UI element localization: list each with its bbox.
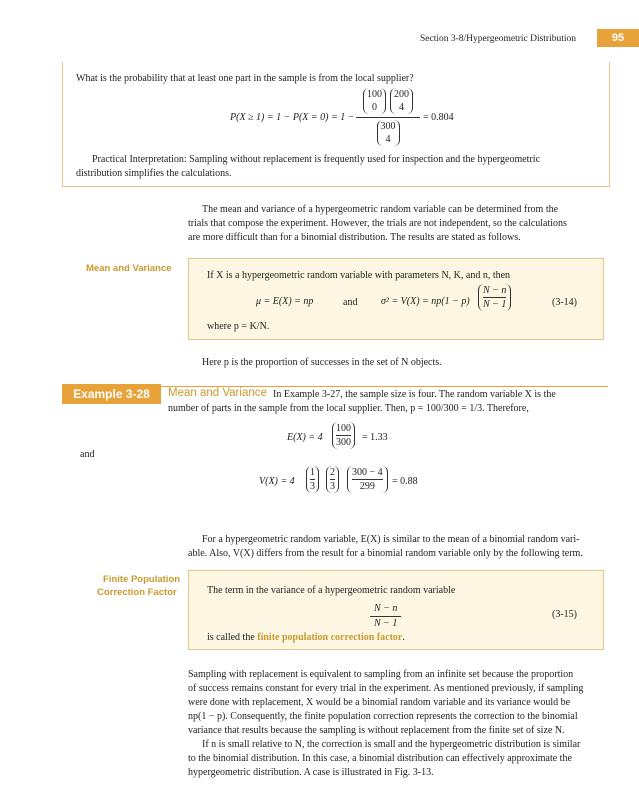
page-number: 95: [597, 29, 639, 47]
variance-lhs: V(X) = 4: [259, 476, 295, 487]
prob-result: = 0.804: [423, 112, 454, 123]
variance-result: = 0.88: [392, 476, 418, 487]
where-clause: where p = K/N.: [207, 321, 270, 332]
variance-equation: σ² = V(X) = np(1 − p): [381, 296, 470, 307]
para3-line-2: of success remains constant for every trial in the experiment. As mentioned previously, if sampling: [188, 683, 584, 694]
running-header: Section 3-8/Hypergeometric Distribution: [420, 34, 577, 44]
interpretation-line-1: Practical Interpretation: Sampling without replacement is frequently used for inspection and the hypergeometric: [92, 154, 541, 165]
equation-number-3-15: (3-15): [552, 609, 577, 620]
example-line-1: In Example 3-27, the sample size is four. The random variable X is the: [273, 389, 556, 400]
expectation-lhs: E(X) = 4: [287, 432, 323, 443]
mean-equation: μ = E(X) = np: [256, 296, 314, 307]
interpretation-line-2: distribution simplifies the calculations.: [76, 168, 232, 179]
fpc-fraction: N − n N − 1: [370, 602, 401, 631]
para2-line-2: able. Also, V(X) differs from the result for a binomial random variable only by the following term.: [188, 548, 583, 559]
fpc-term: finite population correction factor: [257, 632, 403, 643]
and-word: and: [343, 297, 358, 308]
para3-line-5: variance that results because the sampling is without replacement from the finite set of size N.: [188, 725, 565, 736]
para3-line-1: Sampling with replacement is equivalent to sampling from an infinite set because the proportion: [188, 669, 574, 680]
para2-line-1: For a hypergeometric random variable, E(X) is similar to the mean of a binomial random vari-: [202, 534, 580, 545]
proportion-note: Here p is the proportion of successes in the set of N objects.: [202, 357, 442, 368]
example-label: Example 3-28: [62, 384, 161, 404]
and-connector: and: [80, 449, 95, 460]
equation-number-3-14: (3-14): [552, 297, 577, 308]
para3-line-4: np(1 − p). Consequently, the finite population correction represents the correction to the binomial: [188, 711, 578, 722]
fpc-statement: The term in the variance of a hypergeometric random variable: [207, 585, 456, 596]
para3-line-7: to the binomial distribution. In this case, a binomial distribution can effectively approximate the: [188, 753, 572, 764]
intro-line-3: are more difficult than for a binomial distribution. The results are stated as follows.: [188, 232, 521, 243]
margin-label-mean-variance: Mean and Variance: [86, 263, 172, 274]
variance-factor-1: $\frac{1}{3}$: [306, 466, 319, 494]
para3-line-6: If n is small relative to N, the correction is small and the hypergeometric distribution is similar: [202, 739, 581, 750]
binom-a: 100 0: [363, 88, 386, 114]
intro-line-1: The mean and variance of a hypergeometric random variable can be determined from the: [202, 204, 559, 215]
variance-factor-3: $\frac{300 - 4}{299}$: [347, 466, 388, 494]
para3-line-3: were done with replacement, X would be a binomial random variable and its variance would be: [188, 697, 571, 708]
para3-line-8: hypergeometric distribution. A case is illustrated in Fig. 3-13.: [188, 767, 434, 778]
margin-label-fpc-1: Finite Population: [103, 574, 181, 585]
expectation-fraction: $\frac{100}{300}$: [332, 422, 355, 450]
prob-fraction: [356, 88, 420, 147]
binom-b: 200 4: [390, 88, 413, 114]
margin-label-fpc-2: Correction Factor: [97, 587, 177, 598]
fpc-called: is called the finite population correction factor.: [207, 632, 405, 643]
question-text: What is the probability that at least one part in the sample is from the local supplier?: [76, 73, 414, 84]
example-title: Mean and Variance: [168, 387, 267, 399]
expectation-result: = 1.33: [362, 432, 388, 443]
prob-equation-lhs: P(X ≥ 1) = 1 − P(X = 0) = 1 −: [230, 112, 355, 123]
intro-line-2: trials that compose the experiment. However, the trials are not independent, so the calculations: [188, 218, 567, 229]
example-line-2: number of parts in the sample from the local supplier. Then, p = 100/300 = 1/3. Therefore,: [168, 403, 529, 414]
mv-statement: If X is a hypergeometric random variable with parameters N, K, and n, then: [207, 270, 511, 281]
variance-factor-2: $\frac{2}{3}$: [326, 466, 339, 494]
variance-fraction: $\frac{N - n}{N - 1}$: [478, 284, 511, 312]
binom-c: 300 4: [377, 120, 400, 146]
